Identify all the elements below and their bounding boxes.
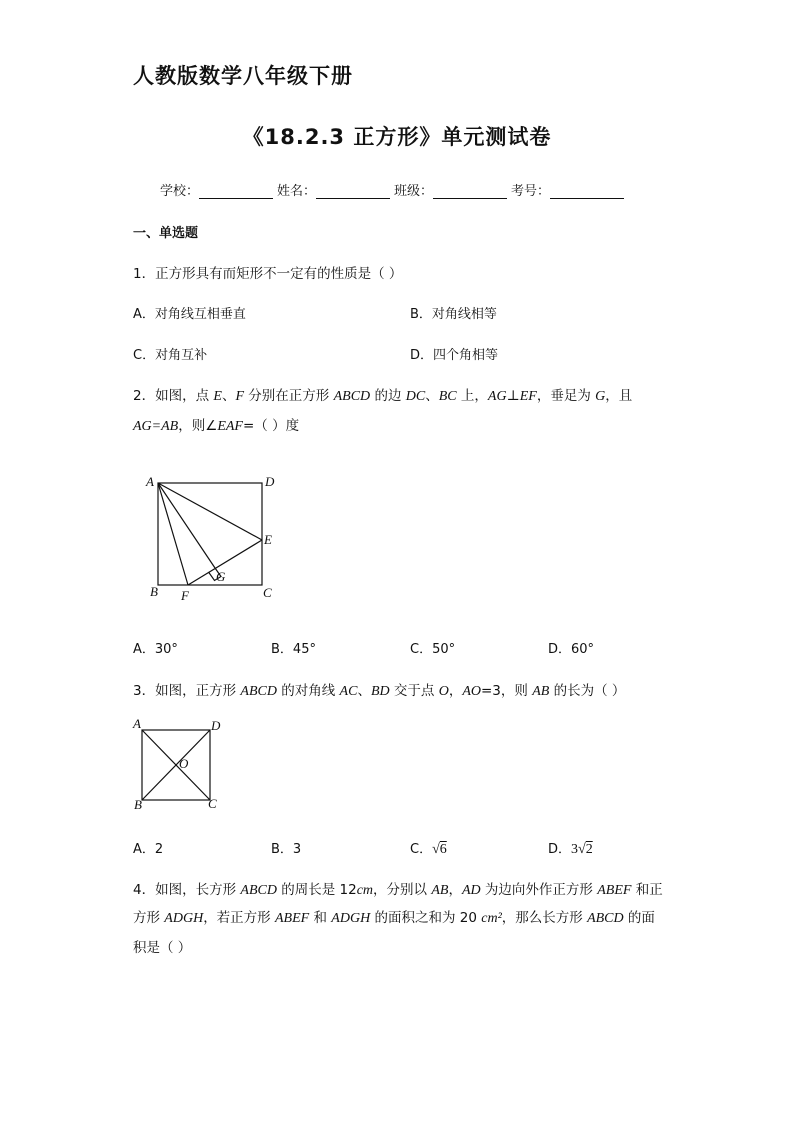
- segment-ag: [158, 483, 215, 568]
- q1-option-d: D．四个角相等: [410, 348, 499, 363]
- q2-option-a: A．30°: [133, 642, 178, 657]
- label-c: C: [208, 796, 217, 811]
- number-blank[interactable]: [550, 184, 624, 199]
- school-blank[interactable]: [199, 184, 273, 199]
- number-label: 考号：: [511, 184, 551, 199]
- q3-option-b: B．3: [271, 842, 302, 857]
- q1-option-b: B．对角线相等: [410, 307, 497, 322]
- q2-option-d: D．60°: [548, 642, 595, 657]
- label-o: O: [179, 756, 189, 771]
- q4-stem-line2: 方形 ADGH，若正方形 ABEF 和 ADGH 的面积之和为 20 cm²，那么长方形 ABCD 的面: [133, 910, 655, 926]
- series-title: 人教版数学八年级下册: [133, 64, 353, 88]
- name-label: 姓名：: [277, 184, 317, 199]
- class-blank[interactable]: [433, 184, 507, 199]
- q2-stem-line2: AG=AB，则∠EAF=（ ）度: [133, 418, 300, 434]
- q1-option-a: A．对角线互相垂直: [133, 307, 246, 322]
- section-heading: 一、单选题: [133, 226, 199, 241]
- label-b: B: [134, 797, 142, 812]
- label-d: D: [211, 718, 221, 733]
- label-e: E: [264, 532, 272, 547]
- q3-option-a: A．2: [133, 842, 164, 857]
- label-c: C: [263, 585, 272, 600]
- name-blank[interactable]: [316, 184, 390, 199]
- q2-option-c: C．50°: [410, 642, 456, 657]
- segment-af: [158, 483, 188, 585]
- q1-stem: 1．正方形具有而矩形不一定有的性质是（ ）: [133, 266, 403, 282]
- q3-square-figure: [128, 712, 228, 812]
- class-label: 班级：: [394, 184, 434, 199]
- q4-stem-line3: 积是（ ）: [133, 940, 192, 956]
- label-d: D: [265, 474, 275, 489]
- q3-option-d: D．3√2: [548, 842, 593, 857]
- school-label: 学校：: [160, 184, 200, 199]
- label-b: B: [150, 584, 158, 599]
- q3-option-c: C．√6: [410, 842, 447, 857]
- label-a: A: [133, 716, 141, 731]
- label-f: F: [181, 588, 189, 603]
- test-title: 《18.2.3 正方形》单元测试卷: [242, 125, 552, 149]
- segment-ae: [158, 483, 262, 540]
- student-info-row: [160, 180, 628, 199]
- label-a: A: [146, 474, 154, 489]
- label-g: G: [216, 569, 226, 584]
- q2-option-b: B．45°: [271, 642, 316, 657]
- q2-stem-line1: 2．如图，点 E、F 分别在正方形 ABCD 的边 DC、BC 上，AG⊥EF，垂足为 G，且: [133, 388, 633, 404]
- q1-option-c: C．对角互补: [133, 348, 208, 363]
- q4-stem-line1: 4．如图，长方形 ABCD 的周长是 12cm，分别以 AB，AD 为边向外作正方形 ABEF 和正: [133, 882, 663, 898]
- q3-stem: 3．如图，正方形 ABCD 的对角线 AC、BD 交于点 O，AO=3，则 AB 的长为（ ）: [133, 683, 626, 699]
- q2-square-figure: [140, 470, 290, 605]
